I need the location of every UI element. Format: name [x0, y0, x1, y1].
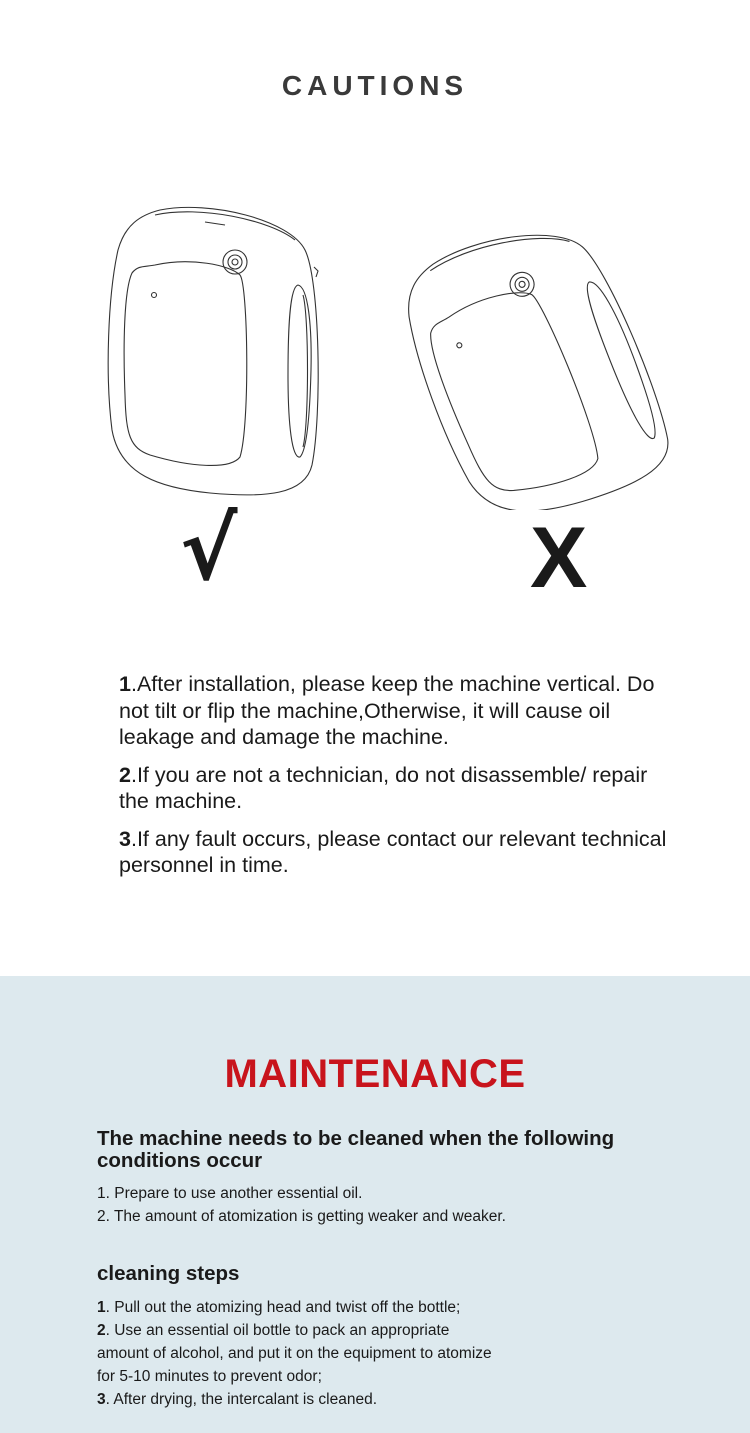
device-indicator-tilted: [456, 342, 463, 349]
step-number: 2: [97, 1322, 106, 1339]
device-nozzle-center-tilted: [518, 280, 526, 288]
step-line: [97, 1342, 537, 1365]
correct-checkmark-icon: √: [180, 500, 238, 600]
step-number: 1: [97, 1299, 106, 1316]
conditions-list: [97, 1182, 697, 1228]
maintenance-title: MAINTENANCE: [224, 1052, 526, 1096]
device-nozzle-outer: [223, 250, 247, 274]
device-body-tilted: [400, 205, 684, 510]
caution-item: [119, 671, 679, 751]
device-top-edge: [155, 212, 295, 240]
caution-text: .If you are not a technician, do not disassemble/ repair the machine.: [119, 762, 648, 813]
step-text: . After drying, the intercalant is cleaned.: [105, 1391, 378, 1408]
caution-number: 2: [119, 762, 131, 787]
step-text: . Use an essential oil bottle to pack an appropriate: [105, 1322, 450, 1339]
step-text: amount of alcohol, and put it on the equipment to atomize: [97, 1345, 492, 1362]
condition-item: 1. Prepare to use another essential oil.: [97, 1185, 363, 1202]
device-top-slot: [205, 222, 225, 225]
upright-device-illustration: [100, 195, 335, 505]
device-front-panel-tilted: [419, 280, 607, 510]
device-button: [314, 267, 318, 277]
wrong-x-icon: X: [530, 510, 588, 606]
maintenance-section: [0, 976, 750, 1433]
caution-text: .After installation, please keep the machine vertical. Do not tilt or flip the machine,Otherwise, it will cause oil leakage and damage the machine.: [119, 672, 655, 749]
device-indicator: [152, 293, 157, 298]
device-body: [108, 207, 318, 495]
cleaning-steps-list: [97, 1296, 537, 1411]
device-front-panel: [124, 262, 247, 466]
device-side-panel-tilted: [580, 277, 665, 442]
cleaning-steps-heading: cleaning steps: [97, 1262, 240, 1285]
caution-item: [119, 762, 679, 815]
caution-number: 1: [119, 672, 131, 696]
caution-item: [119, 826, 679, 879]
device-side-inner: [303, 295, 308, 447]
condition-item: 2. The amount of atomization is getting weaker and weaker.: [97, 1208, 506, 1225]
device-nozzle-center: [232, 259, 238, 265]
cautions-title: CAUTIONS: [281, 70, 469, 101]
caution-text: .If any fault occurs, please contact our relevant technical personnel in time.: [119, 826, 667, 877]
caution-list: [119, 671, 679, 890]
conditions-heading: The machine needs to be cleaned when the following conditions occur: [97, 1127, 615, 1172]
caution-number: 3: [119, 826, 131, 851]
step-text: . Pull out the atomizing head and twist off the bottle;: [105, 1299, 461, 1316]
step-line: [97, 1365, 537, 1388]
step-line: [97, 1296, 537, 1319]
device-nozzle-inner-tilted: [513, 275, 531, 293]
step-number: 3: [97, 1391, 106, 1408]
step-line: [97, 1388, 537, 1411]
step-line: [97, 1319, 537, 1342]
device-nozzle-inner: [228, 255, 242, 269]
step-text: for 5-10 minutes to prevent odor;: [97, 1368, 322, 1385]
tilted-device-illustration: [400, 205, 685, 510]
